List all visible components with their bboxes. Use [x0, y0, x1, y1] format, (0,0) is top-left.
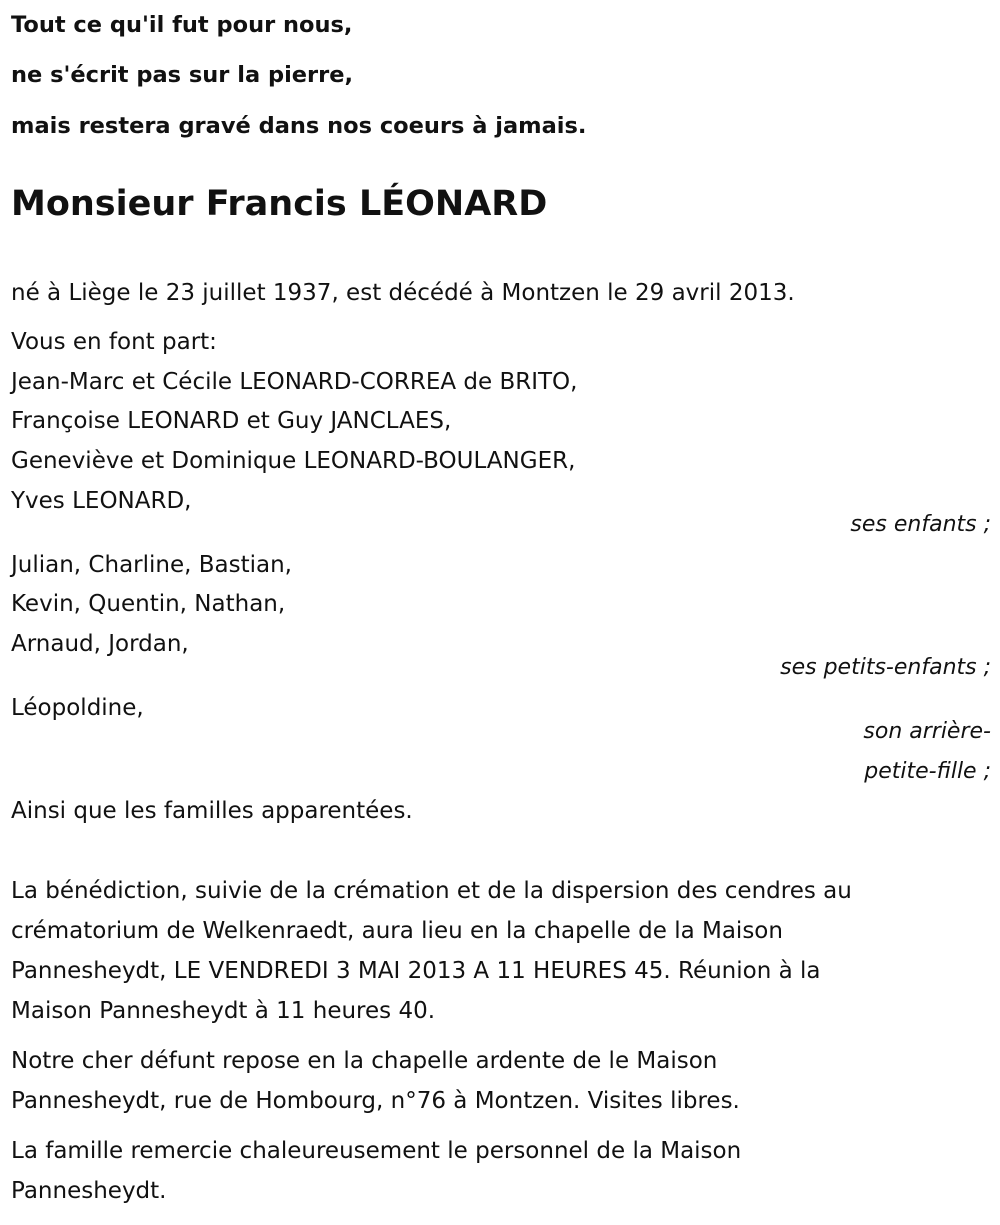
child-line: Jean-Marc et Cécile LEONARD-CORREA de BRITO,	[11, 369, 578, 395]
ceremony-line: Pannesheydt, LE VENDREDI 3 MAI 2013 A 11 HEURES 45. Réunion à la	[11, 958, 821, 984]
poem-line: ne s'écrit pas sur la pierre,	[11, 62, 354, 88]
thanks-line: La famille remercie chaleureusement le personnel de la Maison	[11, 1138, 742, 1164]
great-grandchild-role: son arrière-	[863, 719, 991, 744]
families-line: Ainsi que les familles apparentées.	[11, 798, 413, 824]
viewing-line: Notre cher défunt repose en la chapelle ardente de le Maison	[11, 1048, 718, 1074]
announcement-intro: Vous en font part:	[11, 329, 217, 355]
children-role: ses enfants ;	[850, 512, 991, 537]
ceremony-line: Maison Pannesheydt à 11 heures 40.	[11, 998, 436, 1024]
poem-line: mais restera gravé dans nos coeurs à jamais.	[11, 113, 587, 139]
grandchild-line: Arnaud, Jordan,	[11, 631, 189, 657]
viewing-line: Pannesheydt, rue de Hombourg, n°76 à Montzen. Visites libres.	[11, 1088, 740, 1114]
ceremony-line: crématorium de Welkenraedt, aura lieu en la chapelle de la Maison	[11, 918, 783, 944]
great-grandchild-line: Léopoldine,	[11, 695, 144, 721]
grandchildren-role: ses petits-enfants ;	[780, 655, 991, 680]
child-line: Françoise LEONARD et Guy JANCLAES,	[11, 408, 452, 434]
child-line: Geneviève et Dominique LEONARD-BOULANGER,	[11, 448, 576, 474]
thanks-line: Pannesheydt.	[11, 1178, 167, 1204]
deceased-name: Monsieur Francis LÉONARD	[11, 184, 548, 224]
grandchild-line: Julian, Charline, Bastian,	[11, 552, 292, 578]
great-grandchild-role: petite-fille ;	[864, 759, 991, 784]
grandchild-line: Kevin, Quentin, Nathan,	[11, 591, 286, 617]
ceremony-line: La bénédiction, suivie de la crémation et de la dispersion des cendres au	[11, 878, 852, 904]
child-line: Yves LEONARD,	[11, 488, 192, 514]
birth-death-statement: né à Liège le 23 juillet 1937, est décédé à Montzen le 29 avril 2013.	[11, 280, 795, 306]
poem-line: Tout ce qu'il fut pour nous,	[11, 12, 353, 38]
